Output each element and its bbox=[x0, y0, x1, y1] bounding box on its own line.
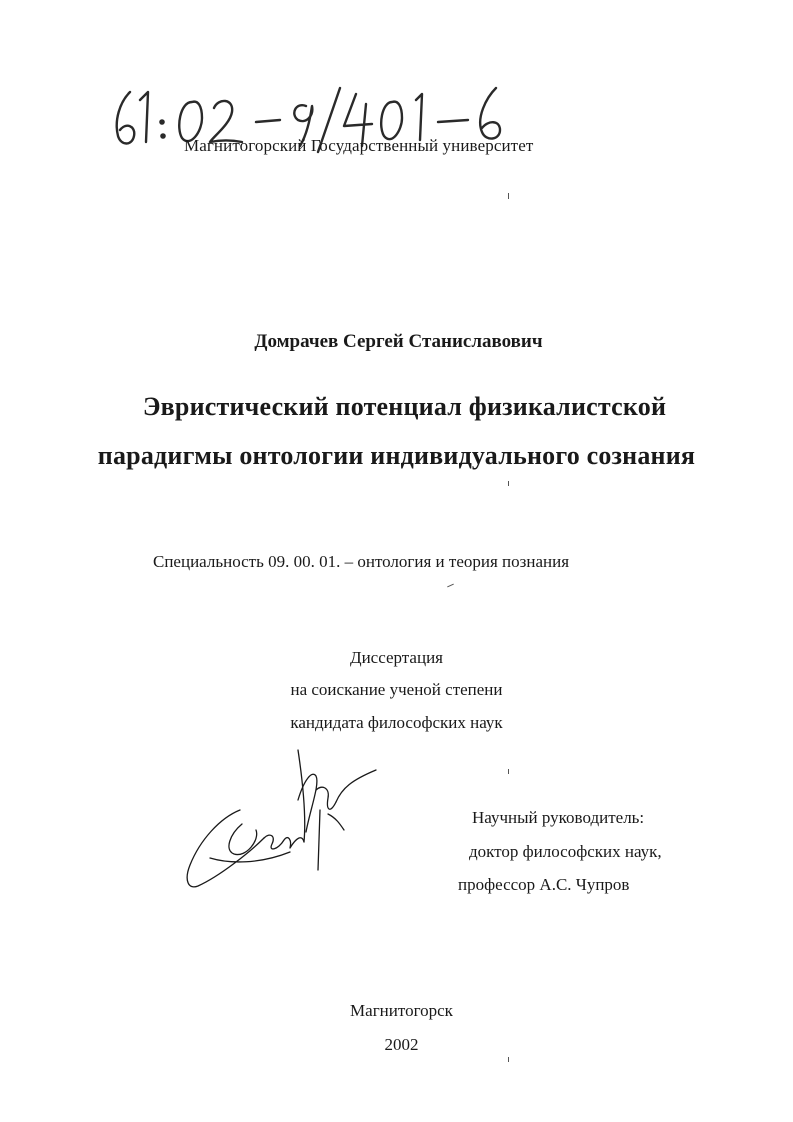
specialty-line: Специальность 09. 00. 01. – онтология и теория познания bbox=[153, 552, 570, 571]
degree-line-2: на соискание ученой степени bbox=[290, 680, 503, 699]
dissertation-title-line-2: парадигмы онтологии индивидуального сознания bbox=[97, 441, 696, 470]
scan-speck bbox=[508, 769, 509, 774]
city: Магнитогорск bbox=[350, 1001, 453, 1020]
supervisor-line-3: профессор А.С. Чупров bbox=[458, 875, 630, 894]
dissertation-title-line-1: Эвристический потенциал физикалистской bbox=[142, 392, 667, 421]
supervisor-line-2: доктор философских наук, bbox=[469, 842, 662, 861]
scan-speck bbox=[447, 584, 454, 588]
scan-speck bbox=[508, 481, 509, 486]
author-name: Домрачев Сергей Станиславович bbox=[254, 331, 543, 352]
year: 2002 bbox=[384, 1035, 419, 1054]
scan-speck bbox=[508, 1057, 509, 1062]
supervisor-line-1: Научный руководитель: bbox=[472, 808, 645, 827]
scan-speck bbox=[508, 193, 509, 199]
signature-icon bbox=[180, 740, 380, 910]
degree-line-1: Диссертация bbox=[349, 648, 443, 667]
university-name: Магнитогорский Государственный университет bbox=[184, 136, 534, 155]
degree-line-3: кандидата философских наук bbox=[290, 713, 503, 732]
